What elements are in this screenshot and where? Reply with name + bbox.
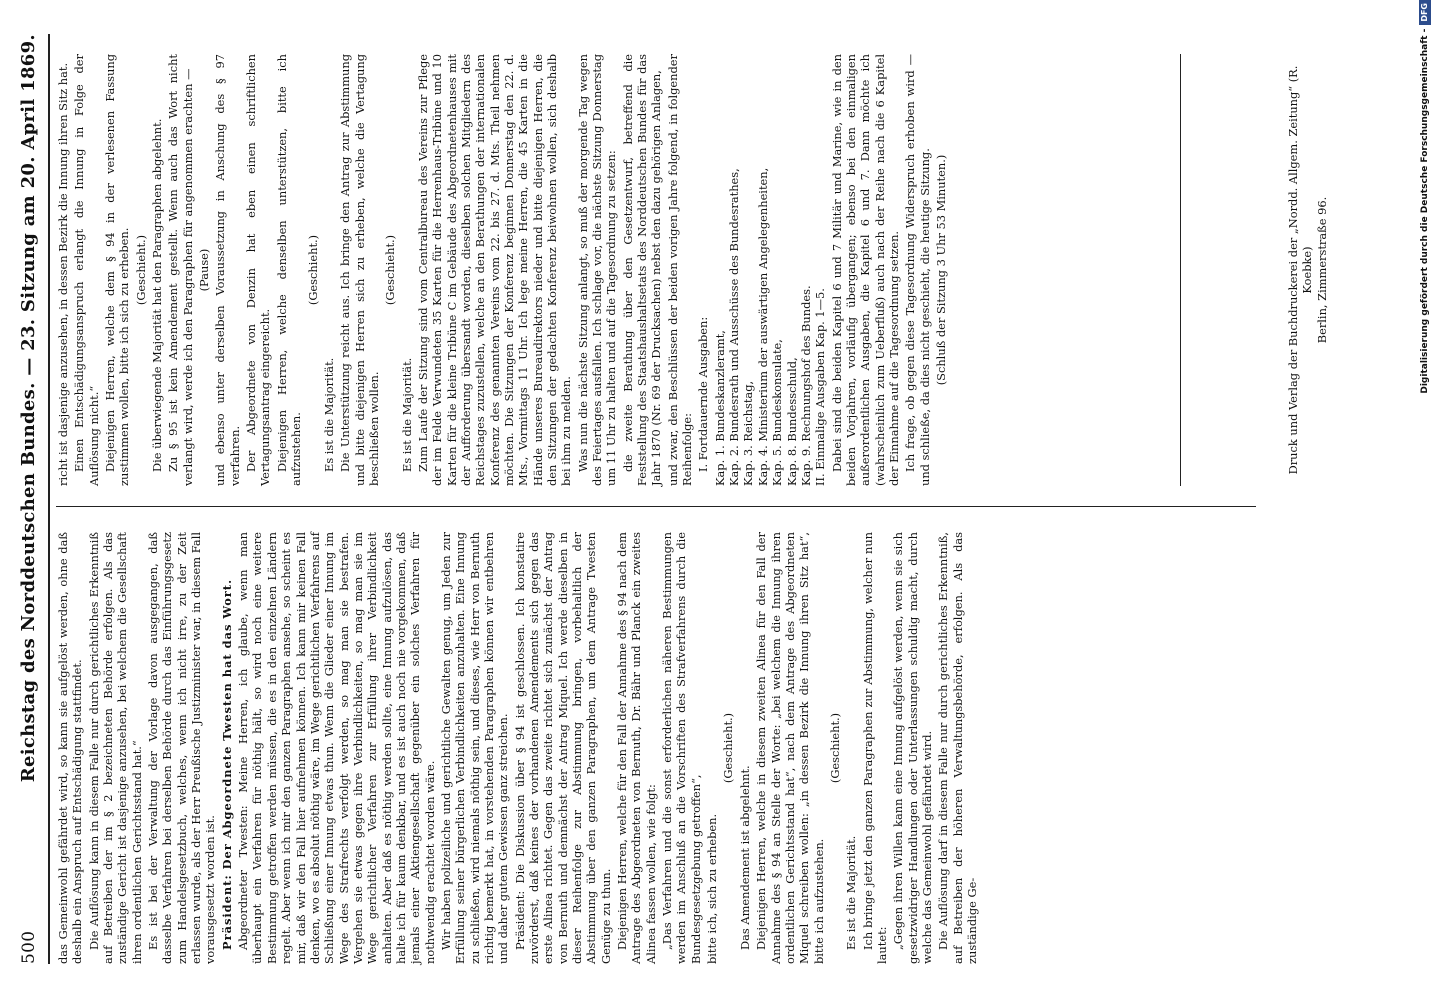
paragraph: Es ist die Majorität.	[399, 357, 414, 472]
header-rule	[48, 34, 50, 964]
paragraph: Dabei sind die beiden Kapitel 6 und 7 Militär und Marine, wie in den beiden Vorjahren, vorläufig übergangen; ebenso bei den einmaligen außerordentlichen Ausgaben, die Kapitel 6 und 7. Dann möchte ich (wahrscheinlich zum Ueberfluß) auch nach der Reihe nach die 6 Kapitel der Einnahme auf die Tagesordnung setzen.	[829, 54, 901, 486]
paragraph: Die überwiegende Majorität hat den Paragraphen abgelehnt.	[150, 118, 165, 472]
paragraph: Ich frage, ob gegen diese Tagesordnung Widerspruch erhoben wird — und schließe, da dies nicht geschieht, die heutige Sitzung.	[903, 54, 932, 486]
paragraph: das Gemeinwohl gefährdet wird, so kann sie aufgelöst werden, ohne daß deshalb ein Anspruch auf Entschädigung stattfindet.	[56, 532, 85, 964]
paragraph: Diejenigen Herren, welche denselben unterstützen, bitte ich aufzustehen.	[274, 54, 304, 486]
paragraph: I. Fortdauernde Ausgaben:	[696, 316, 711, 472]
list-item: II. Einmalige Ausgaben Kap. 1—5.	[813, 288, 828, 486]
stage-direction: (Geschieht.)	[827, 712, 842, 784]
page-title: Reichstag des Norddeutschen Bundes. — 23. Sitzung am 20. April 1869.	[18, 34, 39, 783]
paragraph: Der Abgeordnete von Denzin hat eben einen schriftlichen Vertagungsantrag eingereicht.	[244, 54, 273, 486]
quote-paragraph: „Gegen ihren Willen kann eine Innung aufgelöst werden, wenn sie sich gesetzwidriger Handlungen oder Unterlassungen schuldig macht, durch welche das Gemeinwohl gefährdet wird.	[891, 532, 934, 964]
left-column	[56, 532, 981, 964]
paragraph: Was nun die nächste Sitzung anlangt, so muß der morgende Tag wegen des Feiertages ausfallen. Ich schlage vor, die nächste Sitzung Donnerstag um 11 Uhr zu halten und auf die Tagesordnung zu setzen:	[575, 54, 619, 486]
list-item: Kap. 5. Bundeskonsulate,	[770, 339, 785, 486]
paragraph: Zum Laufe der Sitzung sind vom Centralbureau des Vereins zur Pflege der im Felde Verwundeten 35 Karten für die Herrenhaus-Tribüne und 10 Karten für die kleine Tribüne C im Gebäude des Abgeordnetenhauses mit der Aufforderung übersandt worden, dieselben solchen Mitgliedern des Reichstages zuzustellen, welche an den Berathungen der internationalen Konferenz des genannten Vereins vom 22. bis 27. d. Mts. Theil nehmen möchten. Die Sitzungen der Konferenz beginnen Donnerstag den 22. d. Mts., Vormittags 11 Uhr. Ich lege meine Herren, die 45 Karten in die Hände unseres Bureaudirektors nieder und bitte diejenigen Herren, die den Sitzungen der gedachten Konferenz beiwohnen wollen, sich deshalb bei ihm zu melden.	[415, 54, 574, 486]
paragraph: und zwar, den Beschlüssen der beiden vorigen Jahre folgend, in folgender Reihenfolge:	[665, 54, 695, 486]
digitization-text: Digitalisierung gefördert durch die Deutsche Forschungsgemeinschaft -	[1420, 28, 1430, 394]
paragraph: Die Auflösung kann in diesem Falle nur durch gerichtliches Erkenntniß auf Betreiben der im § 2 bezeichneten Behörde erfolgen. Als das zuständige Gericht ist dasjenige anzusehen, bei welchem die Gesellschaft ihren ordentlichen Gerichtsstand hat.“	[86, 532, 144, 964]
page-header	[18, 34, 44, 964]
list-item: Kap. 9. Rechnungshof des Bundes.	[798, 285, 813, 486]
end-rule	[1180, 54, 1181, 486]
dfg-badge: DFG	[1419, 0, 1431, 25]
digitization-strip	[1418, 0, 1432, 1000]
stage-direction: (Pause)	[197, 248, 212, 292]
speaker-paragraph: Präsident: Der Abgeordnete Twesten hat das Wort.	[219, 578, 234, 950]
list-item: Kap. 2. Bundesrath und Ausschüsse des Bundesrathes,	[727, 168, 742, 486]
paragraph: Wir haben polizeiliche und gerichtliche Gewalten genug, um Jeden zur Erfüllung seiner bürgerlichen Verbindlichkeiten anzuhalten. Eine Innung zu schließen, wird niemals nöthig sein, und dieses, wie Herr von Bernuth richtig bemerkt hat, in vorstehenden Paragraphen können wir entbehren und daher gutem Gewissen ganz streichen.	[438, 532, 511, 964]
digitization-note	[1418, 0, 1432, 1000]
printer-imprint	[1286, 54, 1329, 486]
stage-direction: (Geschieht.)	[133, 234, 148, 306]
paragraph: Ich bringe jetzt den ganzen Paragraphen zur Abstimmung, welcher nun lautet:	[860, 532, 889, 964]
paragraph: bitte ich, sich zu erheben.	[705, 813, 720, 964]
list-item: Kap. 3. Reichstag,	[741, 380, 756, 486]
column-divider	[56, 506, 1256, 507]
paragraph: Es ist die Majorität.	[321, 357, 336, 472]
paragraph: Einen Entschädigungsanspruch erlangt die Innung in Folge der Auflösung nicht.“	[72, 54, 101, 486]
paragraph: Das Amendement ist abgelehnt.	[737, 765, 752, 950]
paragraph: Abgeordneter Twesten: Meine Herren, ich glaube, wenn man überhaupt ein Verfahren für nöthig hält, so wird noch eine weitere Bestimmung getroffen werden müssen, die es in den einzelnen Ländern regelt. Aber wenn ich mir den ganzen Paragraphen ansehe, so scheint es mir, daß wir den Fall hier aufnehmen können. Ich kann mir keinen Fall denken, wo es absolut nöthig wäre, im Wege gerichtlichen Verfahrens auf Schließung einer Innung etwas thun. Wenn die Glieder einer Innung im Wege des Strafrechts verfolgt werden, so mag man sie bestrafen. Vergehen sie etwas gegen ihre Verbindlichkeiten, so mag man sie im Wege gerichtlicher Verfahren zur Erfüllung ihrer Verbindlichkeit anhalten. Aber daß es nöthig werden sollte, eine Innung aufzulösen, das halte ich für kaum denkbar, und es ist auch noch nie vorgekommen, daß jemals einer Aktiengesellschaft gegenüber ein solches Verfahren für nothwendig erachtet worden wäre.	[236, 532, 437, 964]
list-item: Kap. 1. Bundeskanzleramt,	[712, 330, 727, 486]
quote-paragraph: Die Auflösung darf in diesem Falle nur durch gerichtliches Erkenntniß, auf Betreiben der höheren Verwaltungsbehörde, erfolgen. Als das zuständige Ge-	[936, 532, 979, 964]
paragraph: richt ist dasjenige anzusehen, in dessen Bezirk die Innung ihren Sitz hat.	[56, 62, 70, 486]
list-item: Kap. 4. Ministerium der auswärtigen Angelegenheiten,	[755, 167, 770, 486]
right-column	[56, 54, 950, 486]
session-closing: (Schluß der Sitzung 3 Uhr 53 Minuten.)	[933, 154, 948, 386]
quote-paragraph: „Das Verfahren und die sonst erforderlichen näheren Bestimmungen werden im Anschluß an die Vorschriften des Strafverfahrens durch die Bundesgesetzgebung getroffen“,	[660, 532, 703, 964]
list-item: Kap. 8. Bundesschuld,	[784, 357, 799, 486]
stage-direction: (Geschieht.)	[721, 712, 736, 784]
page-number: 500	[19, 930, 39, 964]
paragraph: Es ist die Majorität.	[844, 835, 859, 950]
printer-line: Druck und Verlag der Buchdruckerei der „Nordd. Allgem. Zeitung“ (R. Koebke)	[1286, 65, 1315, 475]
paragraph: Zu § 95 ist kein Amendement gestellt. Wenn auch das Wort nicht verlangt wird, werde ich den Paragraphen für angenommen erachten —	[166, 54, 195, 486]
paragraph: die zweite Berathung über den Gesetzentwurf, betreffend die Feststellung des Staatshaushaltsetats des Norddeutschen Bundes für das Jahr 1870 (Nr. 69 der Drucksachen) nebst den dazu gehörigen Anlagen,	[620, 54, 664, 486]
stage-direction: (Geschieht.)	[383, 234, 398, 306]
paragraph: Diejenigen Herren, welche dem § 94 in der verlesenen Fassung zustimmen wollen, bitte ich sich zu erheben.	[103, 54, 132, 486]
budget-chapter-list	[713, 54, 828, 486]
stage-direction: (Geschieht.)	[305, 234, 320, 306]
paragraph: Diejenigen Herren, welche in diesem zweiten Alinea für den Fall der Annahme des § 94 an Stelle der Worte: „bei welchem die Innung ihren ordentlichen Gerichtsstand hat“, nach dem Antrage des Abgeordneten Miquel schreiben wollen: „in dessen Bezirk die Innung ihren Sitz hat“, bitte ich aufzustehen.	[754, 532, 826, 964]
paragraph: und ebenso unter derselben Voraussetzung in Anschung des § 97 verfahren.	[213, 54, 242, 486]
paragraph: Die Unterstützung reicht aus. Ich bringe den Antrag zur Abstimmung und bitte diejenigen Herren sich zu erheben, welche die Vertagung beschließen wollen.	[338, 54, 381, 486]
paragraph: Präsident: Die Diskussion über § 94 ist geschlossen. Ich konstatire zuvörderst, daß keines der vorhandenen Amendements sich gegen das erste Alinea richtet. Gegen das zweite richtet sich zunächst der Antrag von Bernuth und demnächst der Antrag Miquel. Ich werde dieselben in dieser Reihenfolge zur Abstimmung bringen, vorbehaltlich der Abstimmung über den ganzen Paragraphen, um dem Antrage Twesten Genüge zu thun.	[512, 532, 613, 964]
printer-line: Berlin, Zimmerstraße 96.	[1314, 196, 1329, 344]
paragraph: Es ist bei der Verwaltung der Vorlage davon ausgegangen, daß dasselbe Verfahren bei derselben Behörde durch das Einführungsgesetz zum Handelsgesetzbuch, welches, wenn ich nicht irre, zu der Zeit erlassen wurde, als der Herr Preußische Justizminister war, in diesem Fall vorausgesetzt worden ist.	[146, 532, 218, 964]
paragraph: Diejenigen Herren, welche für den Fall der Annahme des § 94 nach dem Antrage des Abgeordneten von Bernuth, Dr. Bähr und Planck ein zweites Alinea fassen wollen, wie folgt:	[615, 532, 658, 964]
